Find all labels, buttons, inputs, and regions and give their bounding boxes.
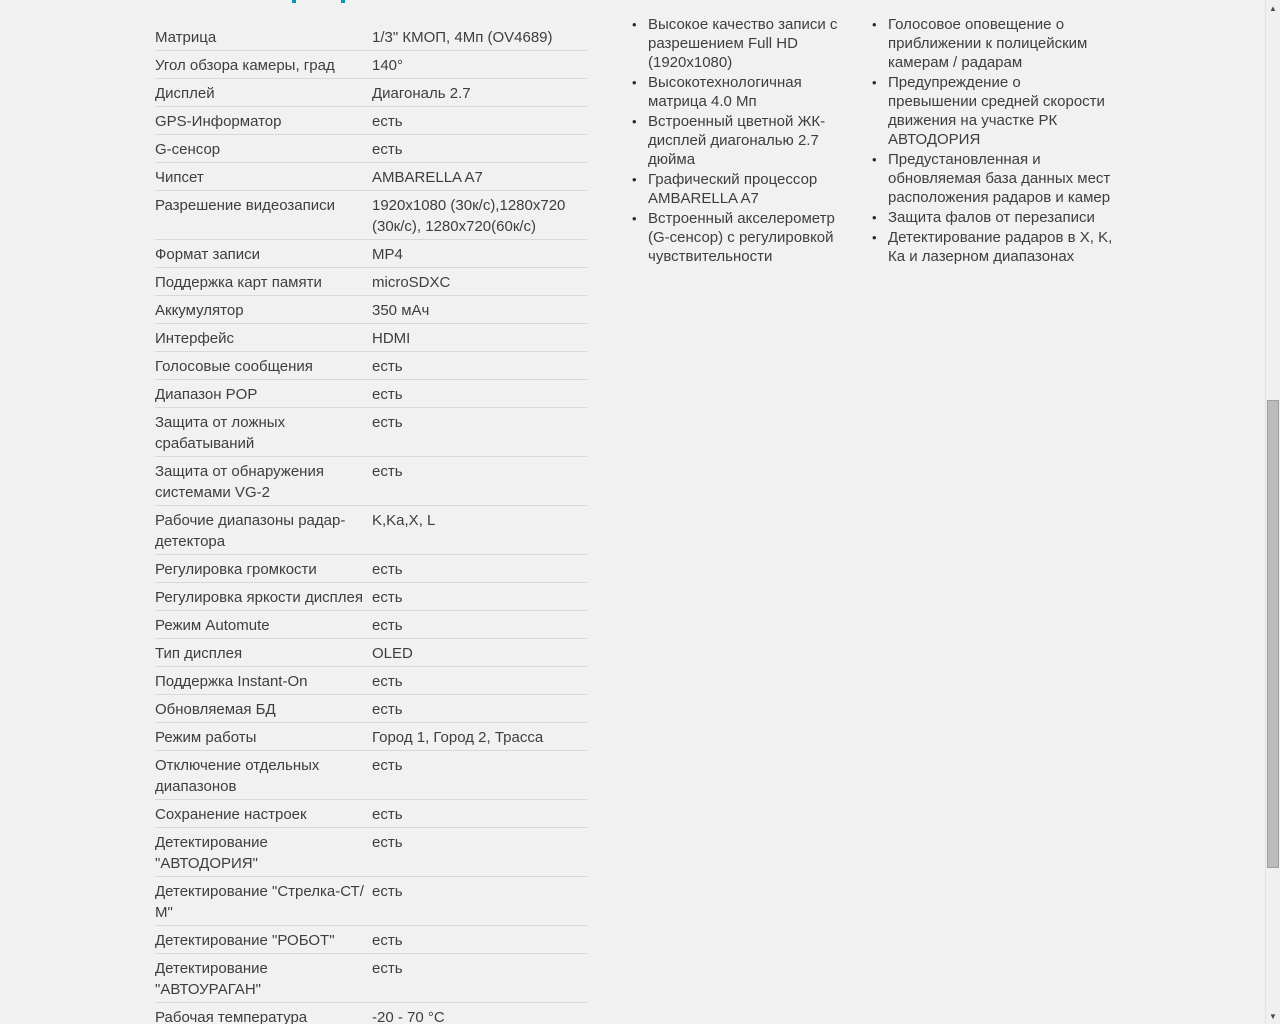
spec-label: Поддержка Instant-On xyxy=(155,673,308,690)
table-row xyxy=(155,240,587,268)
list-item xyxy=(631,209,845,266)
table-row xyxy=(155,800,587,828)
feature-text: Детектирование радаров в X, K, Ка и лазерном диапазонах xyxy=(888,229,1113,265)
table-row xyxy=(155,296,587,324)
spec-value: OLED xyxy=(372,645,413,662)
scroll-up-icon[interactable]: ▲ xyxy=(1269,3,1277,13)
spec-label: Регулировка громкости xyxy=(155,561,317,578)
feature-text: Высокое качество записи с разрешением Full HD (1920х1080) xyxy=(648,16,838,71)
list-item xyxy=(871,228,1113,266)
bullet-icon: • xyxy=(872,75,877,90)
table-row xyxy=(155,1003,587,1024)
list-item xyxy=(871,73,1113,149)
spec-value: есть xyxy=(372,463,403,480)
list-item xyxy=(631,73,845,111)
bullet-icon: • xyxy=(632,17,637,32)
spec-value: есть xyxy=(372,113,403,130)
table-row xyxy=(155,555,587,583)
spec-value: есть xyxy=(372,617,403,634)
spec-label: Диапазон POP xyxy=(155,386,258,403)
table-row xyxy=(155,611,587,639)
spec-value: есть xyxy=(372,589,403,606)
list-item xyxy=(631,170,845,208)
table-row xyxy=(155,191,587,240)
table-row xyxy=(155,926,587,954)
spec-value: 1920х1080 (30к/с),1280х720 (30к/с), 1280х720(60к/с) xyxy=(372,197,566,235)
specs-table xyxy=(155,23,587,1024)
bullet-icon: • xyxy=(872,210,877,225)
spec-value: есть xyxy=(372,673,403,690)
table-row xyxy=(155,107,587,135)
spec-label: Режим работы xyxy=(155,729,257,746)
table-row xyxy=(155,877,587,926)
feature-text: Предупреждение о превышении средней скорости движения на участке РК АВТОДОРИЯ xyxy=(888,74,1105,148)
spec-value: есть xyxy=(372,386,403,403)
list-item xyxy=(631,112,845,169)
spec-label: Обновляемая БД xyxy=(155,701,276,718)
cutoff-link-text-fragment xyxy=(292,0,296,3)
spec-label: Интерфейс xyxy=(155,330,235,347)
spec-value: есть xyxy=(372,358,403,375)
spec-label: GPS-Информатор xyxy=(155,113,282,130)
spec-label: Сохранение настроек xyxy=(155,806,307,823)
spec-label: Детектирование "РОБОТ" xyxy=(155,932,335,949)
list-item xyxy=(871,15,1113,72)
spec-label: Отключение отдельных диапазонов xyxy=(155,757,320,795)
bullet-icon: • xyxy=(872,230,877,245)
spec-label: Детектирование "АВТОДОРИЯ" xyxy=(155,834,268,872)
table-row xyxy=(155,583,587,611)
table-row xyxy=(155,380,587,408)
spec-value: есть xyxy=(372,757,403,774)
spec-label: Поддержка карт памяти xyxy=(155,274,322,291)
table-row xyxy=(155,268,587,296)
table-row xyxy=(155,163,587,191)
bullet-icon: • xyxy=(632,114,637,129)
bullet-icon: • xyxy=(632,75,637,90)
spec-label: Режим Automute xyxy=(155,617,270,634)
table-row xyxy=(155,751,587,800)
cutoff-link-text-fragment xyxy=(341,0,345,3)
spec-label: Регулировка яркости дисплея xyxy=(155,589,363,606)
scroll-down-icon[interactable]: ▼ xyxy=(1269,1011,1277,1021)
spec-label: Дисплей xyxy=(155,85,215,102)
list-item xyxy=(871,150,1113,207)
table-row xyxy=(155,324,587,352)
spec-label: Чипсет xyxy=(155,169,204,186)
spec-value: есть xyxy=(372,932,403,949)
table-row xyxy=(155,828,587,877)
table-row xyxy=(155,23,587,51)
spec-label: Разрешение видеозаписи xyxy=(155,197,336,214)
table-row xyxy=(155,352,587,380)
feature-text: Защита фалов от перезаписи xyxy=(888,209,1095,226)
spec-label: Детектирование "Стрелка-СТ/М" xyxy=(155,883,364,921)
list-item xyxy=(631,15,845,72)
table-row xyxy=(155,79,587,107)
spec-value: 1/3" КМОП, 4Мп (OV4689) xyxy=(372,29,553,46)
table-row xyxy=(155,51,587,79)
feature-text: Предустановленная и обновляемая база данных мест расположения радаров и камер xyxy=(888,151,1111,206)
table-row xyxy=(155,667,587,695)
spec-value: AMBARELLA A7 xyxy=(372,169,483,186)
spec-value: есть xyxy=(372,834,403,851)
spec-label: Угол обзора камеры, град xyxy=(155,57,335,74)
spec-label: Аккумулятор xyxy=(155,302,244,319)
table-row xyxy=(155,723,587,751)
list-item xyxy=(871,208,1113,227)
table-row xyxy=(155,408,587,457)
spec-label: Матрица xyxy=(155,29,217,46)
table-row xyxy=(155,954,587,1003)
spec-value: Диагональ 2.7 xyxy=(372,85,471,102)
spec-value: есть xyxy=(372,141,403,158)
feature-text: Встроенный акселерометр (G-сенсор) с регулировкой чувствительности xyxy=(648,210,835,265)
spec-label: Рабочие диапазоны радар-детектора xyxy=(155,512,346,550)
spec-value: K,Ka,X, L xyxy=(372,512,436,529)
table-row xyxy=(155,135,587,163)
spec-value: есть xyxy=(372,414,403,431)
spec-value: microSDXC xyxy=(372,274,451,291)
spec-value: 140° xyxy=(372,57,404,74)
bullet-icon: • xyxy=(632,211,637,226)
spec-value: есть xyxy=(372,883,403,900)
spec-label: Защита от обнаружения системами VG-2 xyxy=(155,463,324,501)
spec-value: 350 мАч xyxy=(372,302,430,319)
feature-text: Встроенный цветной ЖК-дисплей диагональю 2.7 дюйма xyxy=(648,113,826,168)
spec-label: Тип дисплея xyxy=(155,645,243,662)
spec-label: Детектирование "АВТОУРАГАН" xyxy=(155,960,268,998)
spec-value: есть xyxy=(372,701,403,718)
feature-text: Графический процессор AMBARELLA A7 xyxy=(648,171,818,207)
feature-text: Высокотехнологичная матрица 4.0 Мп xyxy=(648,74,802,110)
spec-label: Голосовые сообщения xyxy=(155,358,313,375)
features-list-secondary xyxy=(871,15,1113,267)
table-row xyxy=(155,457,587,506)
spec-value: есть xyxy=(372,561,403,578)
spec-value: Город 1, Город 2, Трасса xyxy=(372,729,544,746)
spec-value: MP4 xyxy=(372,246,403,263)
spec-value: HDMI xyxy=(372,330,411,347)
table-row xyxy=(155,695,587,723)
table-row xyxy=(155,506,587,555)
spec-value: -20 - 70 °C xyxy=(372,1009,445,1024)
spec-label: G-сенсор xyxy=(155,141,221,158)
table-row xyxy=(155,639,587,667)
spec-value: есть xyxy=(372,960,403,977)
spec-label: Формат записи xyxy=(155,246,261,263)
spec-label: Рабочая температура xyxy=(155,1009,308,1024)
scrollbar-track[interactable] xyxy=(1265,0,1280,1024)
scrollbar-thumb[interactable] xyxy=(1267,400,1279,868)
feature-text: Голосовое оповещение о приближении к полицейским камерам / радарам xyxy=(888,16,1088,71)
spec-label: Защита от ложных срабатываний xyxy=(155,414,286,452)
spec-value: есть xyxy=(372,806,403,823)
bullet-icon: • xyxy=(872,152,877,167)
bullet-icon: • xyxy=(632,172,637,187)
features-list-primary xyxy=(631,15,845,267)
bullet-icon: • xyxy=(872,17,877,32)
